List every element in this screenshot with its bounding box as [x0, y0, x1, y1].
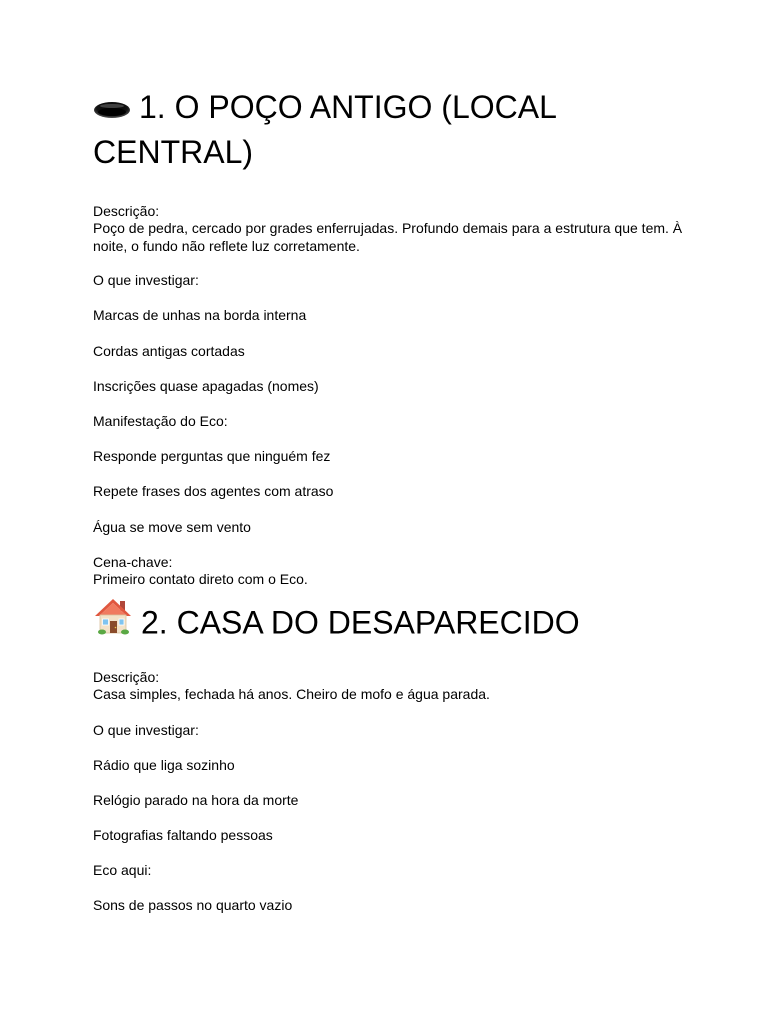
document-page — [93, 86, 693, 914]
description-label: Descrição: — [93, 202, 160, 219]
list-item: Repete frases dos agentes com atraso — [93, 483, 334, 500]
list-item: Água se move sem vento — [93, 518, 251, 535]
key-scene-label: Cena-chave: — [93, 553, 173, 570]
echo-label: Manifestação do Eco: — [93, 413, 228, 430]
description-label: Descrição: — [93, 668, 160, 685]
hole-icon — [93, 89, 131, 131]
section-title-poco: 1. O POÇO ANTIGO (LOCAL CENTRAL) — [93, 89, 556, 170]
description-block — [93, 203, 693, 256]
key-scene-text: Primeiro contato direto com o Eco. — [93, 571, 308, 588]
list-item: Cordas antigas cortadas — [93, 342, 245, 359]
house-icon — [93, 601, 133, 649]
list-item: Relógio parado na hora da morte — [93, 791, 299, 808]
list-item: Inscrições quase apagadas (nomes) — [93, 378, 319, 395]
investigate-label: O que investigar: — [93, 721, 199, 738]
echo-label: Eco aqui: — [93, 861, 152, 878]
description-block — [93, 669, 693, 704]
investigate-label: O que investigar: — [93, 272, 199, 289]
list-item: Sons de passos no quarto vazio — [93, 896, 293, 913]
list-item: Responde perguntas que ninguém fez — [93, 448, 331, 465]
list-item: Rádio que liga sozinho — [93, 756, 235, 773]
description-text: Poço de pedra, cercado por grades enferrujadas. Profundo demais para a estrutura que tem. À noite, o fundo não reflete luz corretamente. — [93, 220, 683, 254]
section-title-casa: 2. CASA DO DESAPARECIDO — [93, 601, 693, 649]
list-item: Marcas de unhas na borda interna — [93, 307, 307, 324]
description-text: Casa simples, fechada há anos. Cheiro de mofo e água parada. — [93, 686, 490, 703]
list-item: Fotografias faltando pessoas — [93, 826, 273, 843]
